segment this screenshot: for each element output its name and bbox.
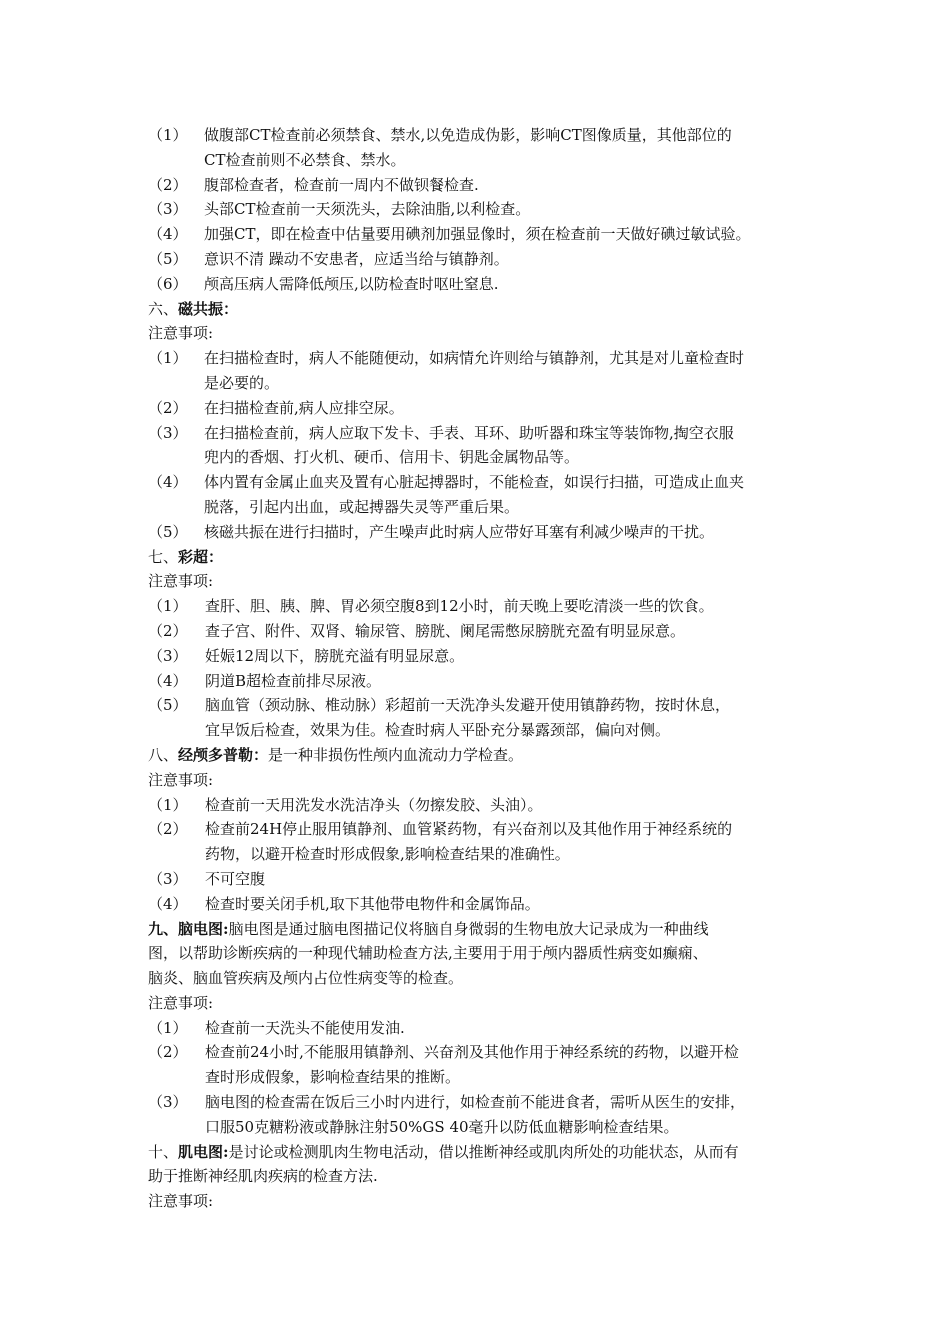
item-number: （1） — [148, 597, 188, 616]
item-number: （3） — [148, 869, 188, 888]
item-number: （3） — [148, 1093, 188, 1112]
item-number: （5） — [148, 696, 188, 715]
mri-item-5 — [148, 520, 814, 545]
notes-label: 注意事项: — [148, 1192, 214, 1211]
document-page — [148, 123, 814, 1214]
item-number: （2） — [148, 621, 188, 640]
item-text-continued: 宜早饭后检查，效果为佳。检查时病人平卧充分暴露颈部，偏向对侧。 — [205, 721, 671, 740]
notes-label: 注意事项: — [148, 993, 214, 1012]
item-text-continued: 兜内的香烟、打火机、硬币、信用卡、钥匙金属物品等。 — [204, 448, 580, 467]
mri-item-1-cont — [148, 371, 814, 396]
mri-item-2 — [148, 396, 814, 421]
ultrasound-item-2 — [148, 619, 814, 644]
mri-item-1 — [148, 346, 814, 371]
item-text: 检查前一天用洗发水洗洁净头（勿擦发胶、头油）。 — [205, 795, 543, 814]
eeg-desc-line-3 — [148, 966, 814, 991]
section-number: 七、 — [148, 547, 179, 566]
section-description-continued: 脑炎、脑血管疾病及颅内占位性病变等的检查。 — [148, 969, 464, 988]
section-heading-eeg — [148, 917, 814, 942]
item-text-continued: 口服50克糖粉液或静脉注射50%GS 40毫升以防低血糖影响检查结果。 — [205, 1117, 679, 1136]
item-text: 检查时要关闭手机,取下其他带电物件和金属饰品。 — [205, 894, 540, 913]
section-title: 磁共振： — [178, 299, 239, 318]
tcd-item-2 — [148, 817, 814, 842]
item-text-continued: CT检查前则不必禁食、禁水。 — [204, 150, 406, 169]
ultrasound-item-3 — [148, 644, 814, 669]
section-title: 肌电图: — [178, 1142, 229, 1161]
item-number: （4） — [148, 894, 188, 913]
ct-item-1-cont — [148, 148, 814, 173]
ct-item-3 — [148, 197, 814, 222]
ct-item-5 — [148, 247, 814, 272]
section-description: 脑电图是通过脑电图描记仪将脑自身微弱的生物电放大记录成为一种曲线 — [228, 919, 709, 938]
ct-item-2 — [148, 173, 814, 198]
notes-label: 注意事项: — [148, 572, 214, 591]
item-text: 在扫描检查时，病人不能随便动，如病情允许则给与镇静剂，尤其是对儿童检查时 — [204, 349, 745, 368]
item-text: 阴道B超检查前排尽尿液。 — [205, 671, 382, 690]
ct-item-6 — [148, 272, 814, 297]
section-heading-mri — [148, 297, 814, 322]
item-number: （3） — [148, 200, 188, 219]
item-number: （1） — [148, 795, 188, 814]
item-text: 脑血管（颈动脉、椎动脉）彩超前一天洗净头发避开使用镇静药物，按时休息， — [205, 696, 731, 715]
item-text: 颅高压病人需降低颅压,以防检查时呕吐窒息. — [204, 274, 499, 293]
ultrasound-item-1 — [148, 594, 814, 619]
eeg-item-2 — [148, 1040, 814, 1065]
item-text-continued: 是必要的。 — [204, 373, 280, 392]
item-text: 体内置有金属止血夹及置有心脏起搏器时，不能检查，如误行扫描，可造成止血夹 — [204, 473, 745, 492]
item-number: （5） — [148, 522, 188, 541]
item-text: 查肝、胆、胰、脾、胃必须空腹8到12小时，前天晚上要吃清淡一些的饮食。 — [205, 597, 714, 616]
item-text: 查子宫、附件、双肾、输尿管、膀胱、阑尾需憋尿膀胱充盈有明显尿意。 — [205, 621, 686, 640]
item-number: （4） — [148, 671, 188, 690]
section-number: 八、 — [148, 745, 179, 764]
item-text-continued: 查时形成假象，影响检查结果的推断。 — [205, 1068, 461, 1087]
item-number: （1） — [148, 126, 188, 144]
item-text: 加强CT，即在检查中估量要用碘剂加强显像时，须在检查前一天做好碘过敏试验。 — [204, 225, 751, 244]
item-text: 在扫描检查前,病人应排空尿。 — [204, 398, 404, 417]
item-number: （2） — [148, 1043, 188, 1062]
item-number: （5） — [148, 249, 188, 268]
item-text: 在扫描检查前，病人应取下发卡、手表、耳环、助听器和珠宝等装饰物,掏空衣服 — [204, 423, 734, 442]
section-heading-emg — [148, 1140, 814, 1165]
section-description: 是讨论或检测肌肉生物电活动，借以推断神经或肌肉所处的功能状态，从而有 — [228, 1142, 739, 1161]
mri-item-4-cont — [148, 495, 814, 520]
mri-item-4 — [148, 470, 814, 495]
item-number: （3） — [148, 646, 188, 665]
item-number: （2） — [148, 175, 188, 194]
tcd-item-1 — [148, 793, 814, 818]
item-number: （4） — [148, 225, 188, 244]
ultrasound-item-4 — [148, 669, 814, 694]
item-text: 做腹部CT检查前必须禁食、禁水,以免造成伪影，影响CT图像质量，其他部位的 — [204, 126, 732, 144]
section-number: 九、 — [148, 919, 179, 938]
section-title: 脑电图: — [178, 919, 229, 938]
notes-label: 注意事项: — [148, 324, 214, 343]
section-description: 是一种非损伤性颅内血流动力学检查。 — [268, 745, 524, 764]
item-text: 不可空腹 — [205, 869, 266, 888]
mri-item-3 — [148, 421, 814, 446]
eeg-item-1 — [148, 1016, 814, 1041]
item-text: 头部CT检查前一天须洗头，去除油脂,以利检查。 — [204, 200, 531, 219]
tcd-item-4 — [148, 892, 814, 917]
item-text: 检查前24H停止服用镇静剂、血管紧药物，有兴奋剂以及其他作用于神经系统的 — [205, 820, 733, 839]
section-description-continued: 助于推断神经肌肉疾病的检查方法. — [148, 1167, 378, 1186]
mri-item-3-cont — [148, 445, 814, 470]
eeg-item-2-cont — [148, 1065, 814, 1090]
ct-item-1 — [148, 123, 814, 148]
item-text: 检查前24小时,不能服用镇静剂、兴奋剂及其他作用于神经系统的药物，以避开检 — [205, 1043, 739, 1062]
notes-label: 注意事项: — [148, 770, 214, 789]
eeg-item-3-cont — [148, 1115, 814, 1140]
ultrasound-item-5-cont — [148, 718, 814, 743]
emg-desc-line-2 — [148, 1164, 814, 1189]
tcd-item-2-cont — [148, 842, 814, 867]
section-number: 六、 — [148, 299, 179, 318]
section-description-continued: 图，以帮助诊断疾病的一种现代辅助检查方法,主要用于用于颅内器质性病变如癫痫、 — [148, 944, 708, 963]
item-text: 核磁共振在进行扫描时，产生噪声此时病人应带好耳塞有利减少噪声的干扰。 — [204, 522, 715, 541]
item-number: （1） — [148, 1018, 188, 1037]
tcd-item-3 — [148, 867, 814, 892]
item-text-continued: 药物，以避开检查时形成假象,影响检查结果的准确性。 — [205, 845, 570, 864]
item-number: （3） — [148, 423, 188, 442]
item-text-continued: 脱落，引起内出血，或起搏器失灵等严重后果。 — [204, 497, 520, 516]
ct-item-4 — [148, 222, 814, 247]
section-heading-tcd — [148, 743, 814, 768]
section-number: 十、 — [148, 1142, 179, 1161]
eeg-desc-line-2 — [148, 941, 814, 966]
item-text: 检查前一天洗头不能使用发油. — [205, 1018, 405, 1037]
section-title: 彩超： — [178, 547, 224, 566]
item-number: （2） — [148, 398, 188, 417]
item-number: （1） — [148, 349, 188, 368]
item-text: 脑电图的检查需在饭后三小时内进行，如检查前不能进食者，需听从医生的安排， — [205, 1093, 746, 1112]
item-number: （4） — [148, 473, 188, 492]
item-text: 腹部检查者，检查前一周内不做钡餐检查. — [204, 175, 479, 194]
item-number: （2） — [148, 820, 188, 839]
item-number: （6） — [148, 274, 188, 293]
section-heading-ultrasound — [148, 545, 814, 570]
item-text: 妊娠12周以下，膀胱充溢有明显尿意。 — [205, 646, 465, 665]
item-text: 意识不清 躁动不安患者，应适当给与镇静剂。 — [204, 249, 509, 268]
section-title: 经颅多普勒： — [178, 745, 269, 764]
eeg-item-3 — [148, 1090, 814, 1115]
ultrasound-item-5 — [148, 693, 814, 718]
